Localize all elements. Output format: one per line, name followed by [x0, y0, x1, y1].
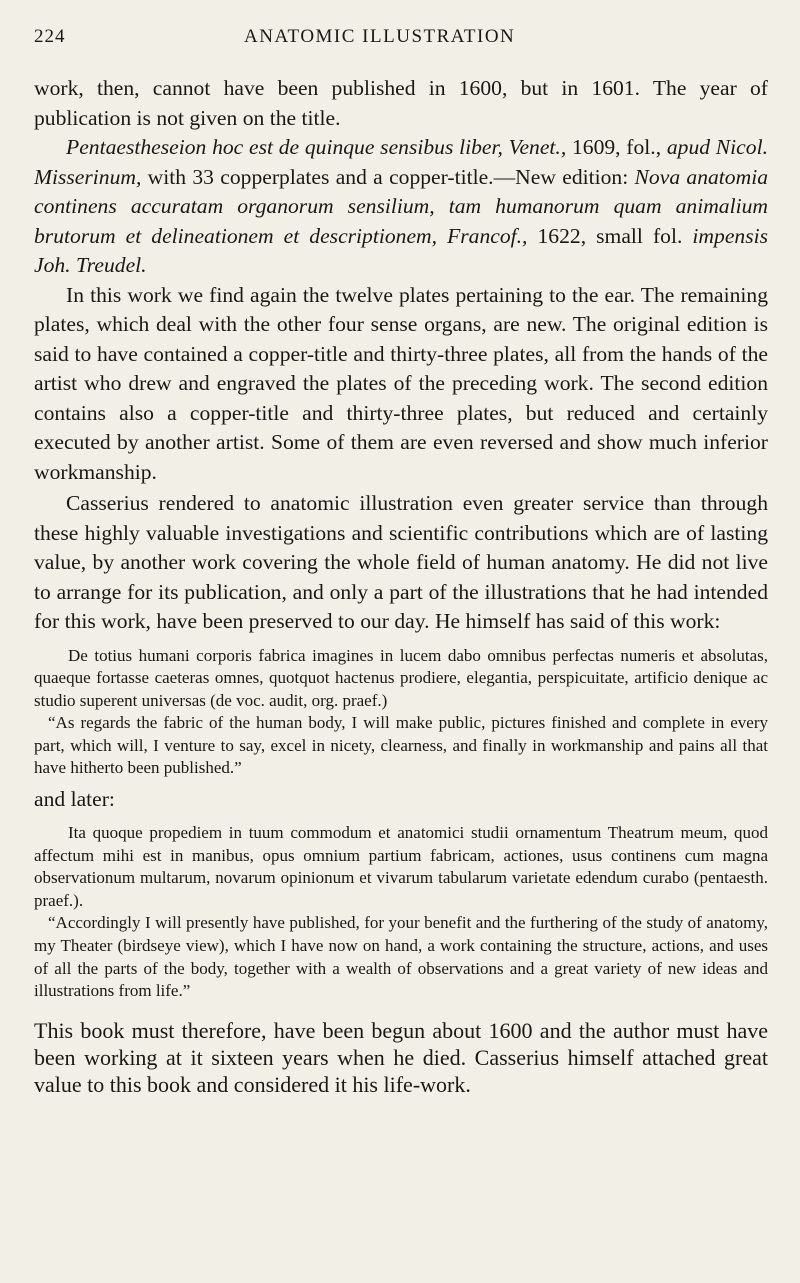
new-edition-title: Nova anatomia continens accuratam organorum sensilium, tam humanorum quam animalium brutorum et delineationem et descriptionem, Francof.,	[34, 164, 768, 248]
paragraph-1: work, then, cannot have been published in 1600, but in 1601. The year of publication is not given on the title.	[34, 76, 768, 130]
quote-2-latin: Ita quoque propediem in tuum commodum et anatomici studii ornamentum Theatrum meum, quod affectum mihi est in manibus, opus omnium partium fabricam, actiones, usus continens cum magna observationum multarum, novarum opinionum et vivarum tabularum varietate edendum curabo (pentaesth. praef.).	[34, 823, 768, 910]
page-header	[34, 26, 768, 74]
book-title: Pentaestheseion hoc est de quinque sensibus liber, Venet.,	[66, 135, 567, 159]
paragraph-3: In this work we find again the twelve plates pertaining to the ear. The remaining plates, which deal with the other four sense organs, are new. The original edition is said to have contained a copper-title and thirty-three plates, all from the hands of the artist who drew and engraved the plates of the preceding work. The second edition contains also a copper-title and thirty-three plates, but reduced and certainly executed by another artist. Some of them are even reversed and show much inferior workmanship.	[34, 282, 768, 484]
quote-block-2	[34, 822, 768, 1003]
bibliographic-entry	[34, 133, 768, 281]
paragraph-4: Casserius rendered to anatomic illustration even greater service than through these highly valuable investigations and scientific contributions which are of lasting value, by another work covering the whole field of human anatomy. He did not live to arrange for its publication, and only a part of the illustrations that he had intended for this work, have been preserved to our day. He himself has said of this work:	[34, 491, 768, 633]
page-number: 224	[34, 26, 66, 47]
and-later-text: and later:	[34, 787, 115, 812]
new-edition-details: 1622, small fol.	[527, 223, 693, 248]
book-publisher: apud Nicol. Misserinum,	[34, 135, 768, 189]
book-details: 1609, fol.,	[566, 135, 667, 159]
final-paragraph-wrap	[34, 1017, 768, 1098]
new-edition-printer: impensis Joh. Treudel.	[34, 223, 768, 277]
quote-1-latin: De totius humani corporis fabrica imagines in lucem dabo omnibus perfectas numeris et absolutas, quaeque fortasse caeteras omnes, quotquot hactenus prodiere, elegantia, perspicuitate, artificio denique ac studio superent universas (de voc. audit, org. praef.)	[34, 645, 768, 710]
final-paragraph: This book must therefore, have been begun about 1600 and the author must have been working at it sixteen years when he died. Casserius himself attached great value to this book and considered it his life-work.	[34, 1017, 768, 1097]
body-text	[34, 74, 768, 637]
quote-1-translation: “As regards the fabric of the human body, I will make public, pictures finished and complete in every part, which will, I venture to say, excel in nicety, clearness, and finally in workmanship and pains all that have hitherto been published.”	[34, 713, 768, 778]
running-head: ANATOMIC ILLUSTRATION	[244, 26, 516, 47]
quote-block-1	[34, 645, 768, 781]
book-details-2: with 33 copperplates and a copper-title.—New edition:	[141, 164, 635, 189]
quote-2-translation: “Accordingly I will presently have published, for your benefit and the furthering of the study of anatomy, my Theater (birdseye view), which I have now on hand, a work containing the structure, actions, and uses of all the parts of the body, together with a wealth of observations and a great variety of new ideas and illustrations from life.”	[34, 913, 768, 1001]
